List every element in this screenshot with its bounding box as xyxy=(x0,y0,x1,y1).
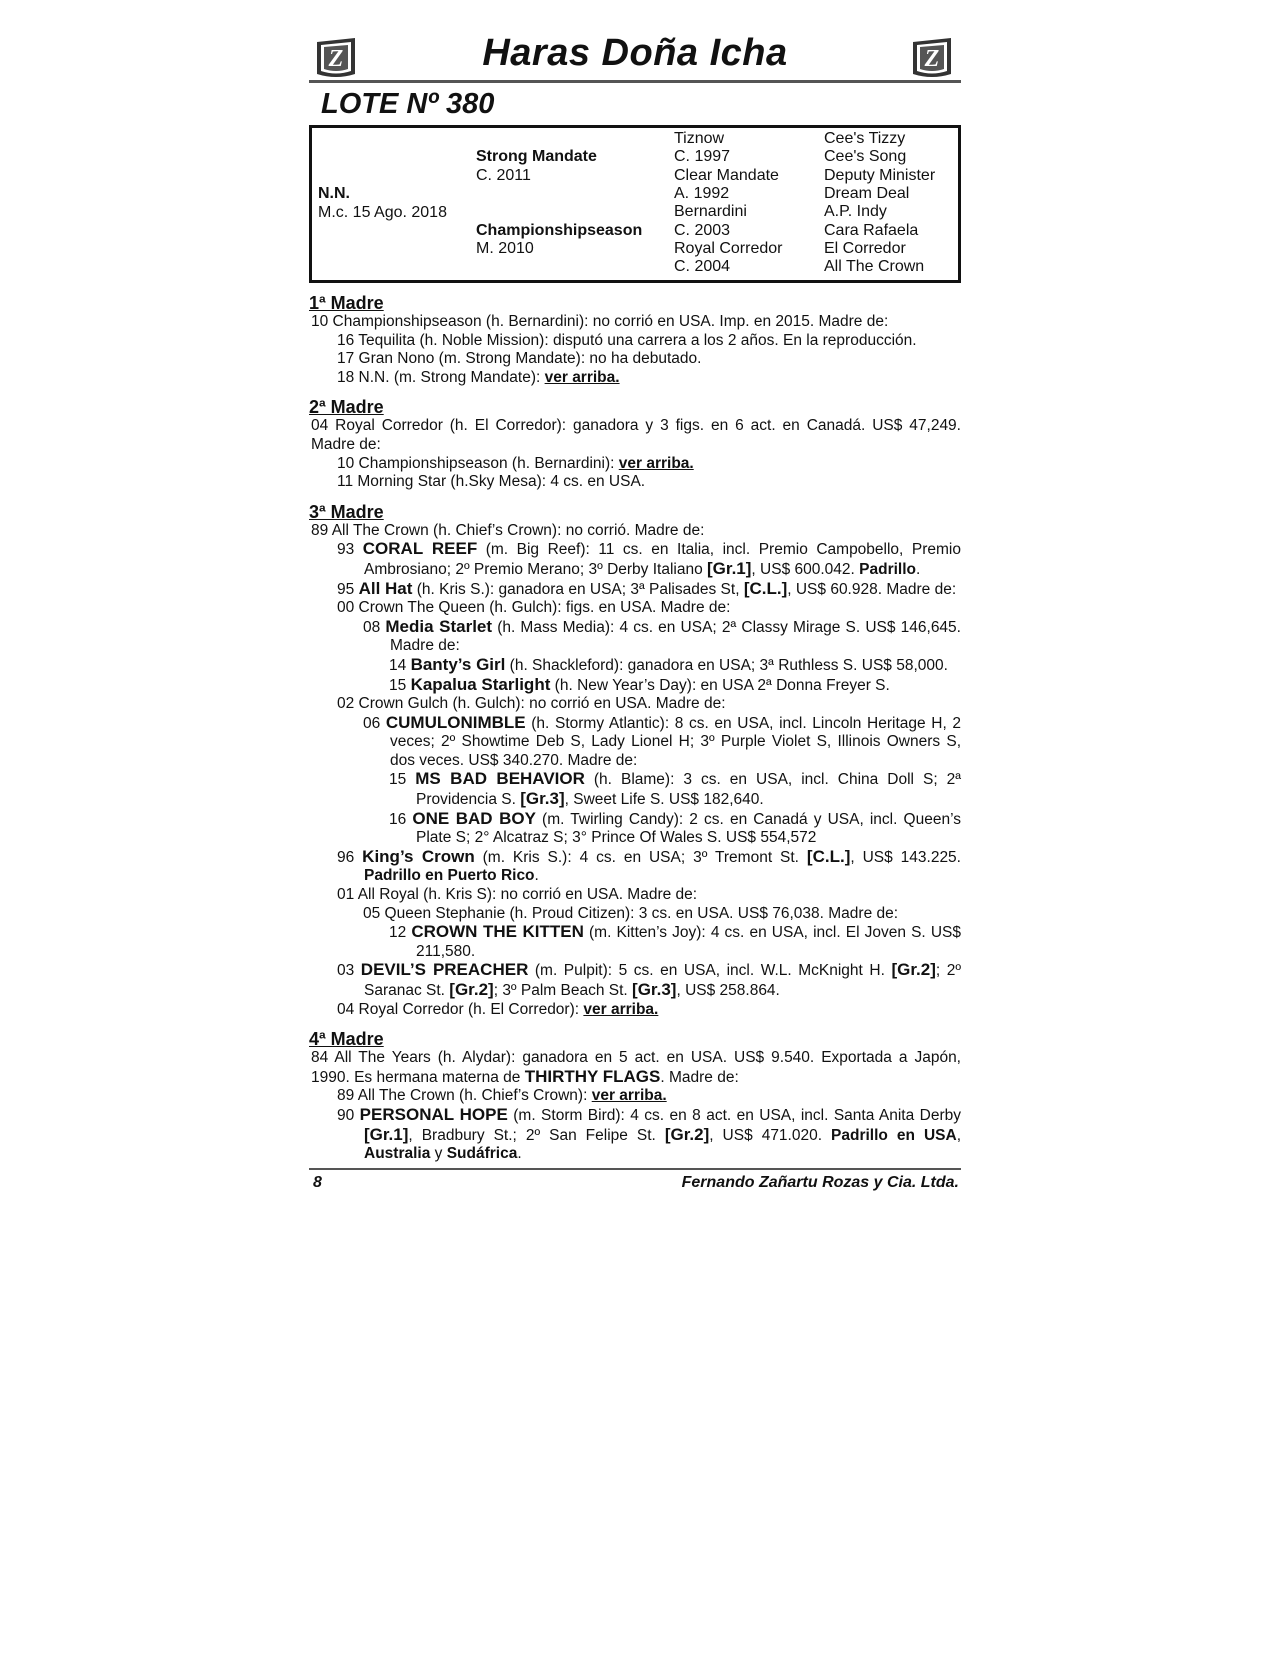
section-second-dam xyxy=(309,397,961,491)
produce-entry: 96 King’s Crown (m. Kris S.): 4 cs. en USA; 3º Tremont St. [C.L.], US$ 143.225. Padrillo en Puerto Rico. xyxy=(337,846,961,885)
produce-entry: 03 DEVIL’S PREACHER (m. Pulpit): 5 cs. en USA, incl. W.L. McKnight H. [Gr.2]; 2º Saranac St. [Gr.2]; 3º Palm Beach St. [Gr.3], US$ 258.864. xyxy=(337,960,961,999)
dam-entry: 89 All The Crown (h. Chief’s Crown): no corrió. Madre de: xyxy=(311,521,705,539)
ancestor-name: Cee's Tizzy xyxy=(824,130,906,147)
dam-info: M. 2010 xyxy=(476,240,534,257)
see-above-link: ver arriba. xyxy=(583,1000,659,1018)
svg-text:Z: Z xyxy=(924,46,940,72)
page-number: 8 xyxy=(313,1173,322,1191)
sire-info: C. 2011 xyxy=(476,167,531,184)
horse-name: PERSONAL HOPE xyxy=(359,1104,508,1124)
catalog-page xyxy=(309,30,961,1196)
horse-name: MS BAD BEHAVIOR xyxy=(415,769,585,789)
ancestor-name: A.P. Indy xyxy=(824,203,887,220)
produce-entry: 16 Tequilita (h. Noble Mission): disputó una carrera a los 2 años. En la reproducción. xyxy=(337,331,917,349)
produce-entry: 15 MS BAD BEHAVIOR (h. Blame): 3 cs. en USA, incl. China Doll S; 2ª Providencia S. [Gr.3], Sweet Life S. US$ 182,640. xyxy=(389,769,961,809)
produce-entry: 16 ONE BAD BOY (m. Twirling Candy): 2 cs. en Canadá y USA, incl. Queen’s Plate S; 2° Alcatraz S; 3° Prince Of Wales S. US$ 554,572 xyxy=(389,808,961,847)
produce-entry: 89 All The Crown (h. Chief’s Crown): ver arriba. xyxy=(337,1087,667,1105)
section-title: 3ª Madre xyxy=(309,501,384,522)
granddam-info: A. 1992 xyxy=(674,185,730,202)
granddam-info: C. 2004 xyxy=(674,258,731,275)
horse-name: Media Starlet xyxy=(385,616,493,636)
section-title: 1ª Madre xyxy=(309,293,384,313)
grandsire-info: C. 1997 xyxy=(674,148,731,165)
grade-badge: [Gr.1] xyxy=(364,1124,409,1144)
section-title: 2ª Madre xyxy=(309,397,384,418)
produce-entry: 14 Banty’s Girl (h. Shackleford): ganadora en USA; 3ª Ruthless S. US$ 58,000. xyxy=(389,654,948,674)
company-name: Fernando Zañartu Rozas y Cia. Ltda. xyxy=(681,1173,959,1191)
produce-entry: 05 Queen Stephanie (h. Proud Citizen): 3 cs. en USA. US$ 76,038. Madre de: xyxy=(363,904,899,922)
ancestor-name: El Corredor xyxy=(824,240,906,257)
see-above-link: ver arriba. xyxy=(591,1087,667,1105)
dam-entry: 04 Royal Corredor (h. El Corredor): ganadora y 3 figs. en 6 act. en Canadá. US$ 47,249. Madre de: xyxy=(311,417,961,453)
produce-entry: 04 Royal Corredor (h. El Corredor): ver arriba. xyxy=(337,1000,659,1018)
pedigree-table xyxy=(309,125,961,283)
horse-name: CROWN THE KITTEN xyxy=(411,922,584,942)
granddam-name: Clear Mandate xyxy=(674,167,779,184)
svg-text:Z: Z xyxy=(328,46,344,72)
produce-entry: 00 Crown The Queen (h. Gulch): figs. en USA. Madre de: xyxy=(337,599,731,617)
page-title: Haras Doña Icha xyxy=(482,32,788,74)
ancestor-name: All The Crown xyxy=(824,258,925,275)
produce-entry: 18 N.N. (m. Strong Mandate): ver arriba. xyxy=(337,368,620,386)
horse-name: Kapalua Starlight xyxy=(410,674,551,694)
see-above-link: ver arriba. xyxy=(618,454,694,472)
ancestor-name: Cee's Song xyxy=(824,148,907,165)
horse-info: M.c. 15 Ago. 2018 xyxy=(318,204,447,221)
dam-entry: 84 All The Years (h. Alydar): ganadora en 5 act. en USA. US$ 9.540. Exportada a Japón, 1990. Es hermana materna de THIRTHY FLAGS. Madre de: xyxy=(311,1049,961,1086)
see-above-link: ver arriba. xyxy=(544,368,620,386)
produce-entry: 02 Crown Gulch (h. Gulch): no corrió en USA. Madre de: xyxy=(337,695,726,713)
lot-number: LOTE Nº 380 xyxy=(321,88,495,120)
horse-name: THIRTHY FLAGS xyxy=(524,1066,661,1086)
horse-name: King’s Crown xyxy=(362,846,475,866)
grandsire-name: Bernardini xyxy=(674,203,747,220)
page-footer xyxy=(309,1168,961,1196)
dam-name: Championshipseason xyxy=(476,222,643,239)
produce-entry: 10 Championshipseason (h. Bernardini): ver arriba. xyxy=(337,454,694,472)
produce-entry: 06 CUMULONIMBLE (h. Stormy Atlantic): 8 cs. en USA, incl. Lincoln Heritage H, 2 veces; 2º Showtime Deb S, Lady Lionel H; 3º Purple Violet S, Illinois Owners S, dos veces. US$ 340.270. Madre de: xyxy=(363,712,961,769)
sire-name: Strong Mandate xyxy=(476,148,597,165)
granddam-name: Royal Corredor xyxy=(674,240,783,257)
dam-entry: 10 Championshipseason (h. Bernardini): no corrió en USA. Imp. en 2015. Madre de: xyxy=(311,313,889,330)
horse-name: DEVIL’S PREACHER xyxy=(360,960,529,980)
section-fourth-dam xyxy=(309,1029,961,1164)
produce-entry: 15 Kapalua Starlight (h. New Year’s Day): en USA 2ª Donna Freyer S. xyxy=(389,674,890,694)
page-header xyxy=(309,30,961,82)
horse-name: CUMULONIMBLE xyxy=(385,712,526,732)
horse-name: CORAL REEF xyxy=(362,539,478,559)
grade-badge: [Gr.3] xyxy=(632,980,677,999)
produce-entry: 93 CORAL REEF (m. Big Reef): 11 cs. en Italia, incl. Premio Campobello, Premio Ambrosiano; 2º Premio Merano; 3º Derby Italiano [Gr.1], US$ 600.042. Padrillo. xyxy=(337,539,961,578)
grade-badge: [Gr.2] xyxy=(891,960,936,980)
ancestor-name: Cara Rafaela xyxy=(824,222,919,239)
horse-name: ONE BAD BOY xyxy=(412,808,536,828)
grade-badge: [Gr.2] xyxy=(664,1124,710,1144)
grade-badge: [C.L.] xyxy=(743,578,788,598)
grandsire-info: C. 2003 xyxy=(674,222,731,239)
produce-entry: 90 PERSONAL HOPE (m. Storm Bird): 4 cs. en 8 act. en USA, incl. Santa Anita Derby [Gr.1], Bradbury St.; 2º San Felipe St. [Gr.2], US$ 471.020. Padrillo en USA, Australia y Sudáfrica. xyxy=(337,1104,961,1163)
produce-entry: 17 Gran Nono (m. Strong Mandate): no ha debutado. xyxy=(337,350,702,368)
produce-entry: 01 All Royal (h. Kris S): no corrió en USA. Madre de: xyxy=(337,886,698,904)
logo-icon xyxy=(909,34,955,80)
produce-entry: 12 CROWN THE KITTEN (m. Kitten’s Joy): 4 cs. en USA, incl. El Joven S. US$ 211,580. xyxy=(389,922,961,960)
produce-entry: 08 Media Starlet (h. Mass Media): 4 cs. en USA; 2ª Classy Mirage S. US$ 146,645. Madre de: xyxy=(363,616,961,655)
produce-entry: 11 Morning Star (h.Sky Mesa): 4 cs. en USA. xyxy=(337,473,646,491)
grandsire-name: Tiznow xyxy=(674,130,725,147)
grade-badge: [C.L.] xyxy=(806,846,851,866)
grade-badge: [Gr.3] xyxy=(520,789,565,809)
grade-badge: [Gr.1] xyxy=(707,558,752,578)
horse-name: Banty’s Girl xyxy=(410,654,506,674)
horse-name: All Hat xyxy=(358,578,413,598)
grade-badge: [Gr.2] xyxy=(449,980,494,999)
produce-entry: 95 All Hat (h. Kris S.): ganadora en USA; 3ª Palisades St, [C.L.], US$ 60.928. Madre de: xyxy=(337,578,957,598)
section-third-dam xyxy=(309,502,961,1019)
ancestor-name: Deputy Minister xyxy=(824,167,936,184)
section-first-dam xyxy=(309,293,961,387)
horse-name: N.N. xyxy=(318,185,350,202)
ancestor-name: Dream Deal xyxy=(824,185,910,202)
header-rule xyxy=(309,80,961,83)
section-title: 4ª Madre xyxy=(309,1029,384,1050)
